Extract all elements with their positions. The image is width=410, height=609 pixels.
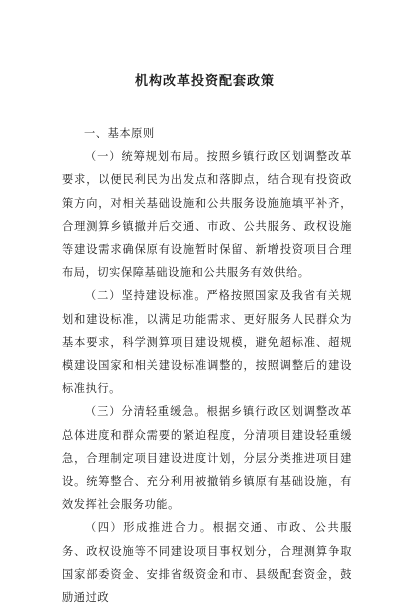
- document-title: 机构改革投资配套政策: [134, 74, 275, 89]
- document-body: [62, 122, 352, 609]
- paragraph-3: （三）分清轻重缓急。根据乡镇行政区划调整改革总体进度和群众需要的紧迫程度，分清项目建设轻重缓急，合理制定项目建设进度计划，分层分类推进项目建设。统筹整合、充分利用被撤销乡镇原有基础设施，有效发挥社会服务功能。: [62, 405, 352, 512]
- paragraph-2: （二）坚持建设标准。严格按照国家及我省有关规划和建设标准，以满足功能需求、更好服务人民群众为基本要求，科学测算项目建设规模，避免超标准、超规模建设国家和相关建设标准调整的，按照调整后的建设标准执行。: [62, 289, 352, 396]
- paragraph-4: （四）形成推进合力。根据交通、市政、公共服务、政权设施等不同建设项目事权划分，合理测算争取国家部委资金、安排省级资金和市、县级配套资金，鼓励通过政: [62, 521, 352, 605]
- section-heading: 一、基本原则: [84, 127, 155, 140]
- paragraph-1: （一）统筹规划布局。按照乡镇行政区划调整改革要求，以便民利民为出发点和落脚点，结合现有投资政策方向，对相关基础设施和公共服务设施施填平补齐，合理测算乡镇撤并后交通、市政、公共服务、政权设施等建设需求确保原有设施暂时保留、新增投资项目合理布局，切实保障基础设施和公共服务有效供给。: [62, 150, 352, 280]
